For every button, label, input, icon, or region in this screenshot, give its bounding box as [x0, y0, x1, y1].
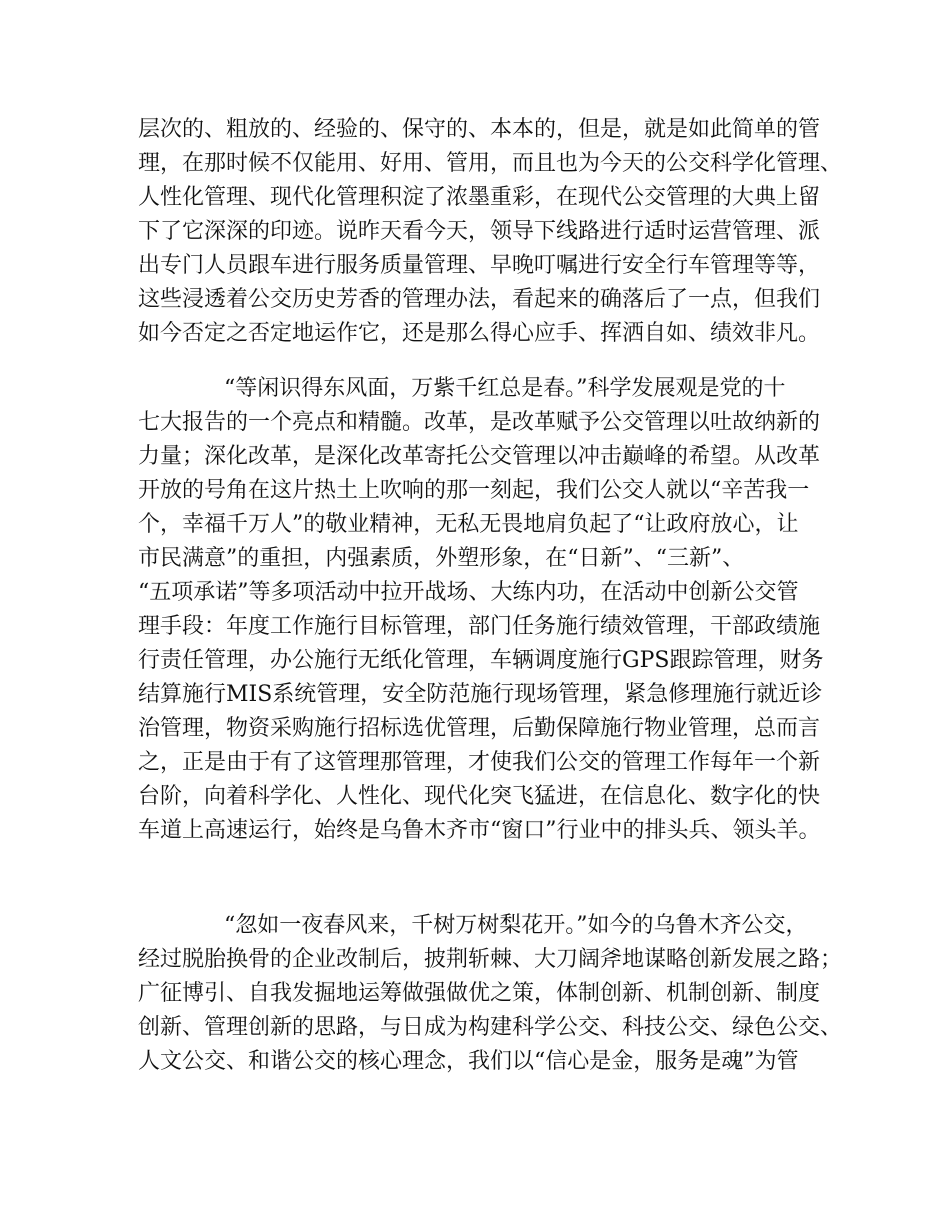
text-line: 行责任管理，办公施行无纸化管理，车辆调度施行GPS跟踪管理，财务	[138, 648, 824, 673]
text-line: 出专门人员跟车进行服务质量管理、早晚叮嘱进行安全行车管理等等，	[138, 253, 821, 278]
text-line: “忽如一夜春风来，千树万树梨花开。”如今的乌鲁木齐公交，	[224, 913, 808, 938]
paragraph-3	[138, 909, 843, 1079]
text-line: 人性化管理、现代化管理积淀了浓墨重彩，在现代公交管理的大典上留	[138, 185, 821, 210]
text-line: “等闲识得东风面，万紫千红总是春。”科学发展观是党的十	[224, 376, 786, 401]
text-line: 人文公交、和谐公交的核心理念，我们以“信心是金，服务是魂”为管	[138, 1049, 799, 1074]
text-line: 治管理，物资采购施行招标选优管理，后勤保障施行物业管理，总而言	[138, 716, 821, 741]
text-line: 下了它深深的印迹。说昨天看今天，领导下线路进行适时运营管理、派	[138, 219, 821, 244]
text-line: 个，幸福千万人”的敬业精神，无私无畏地肩负起了“让政府放心，让	[138, 512, 799, 537]
text-line: 开放的号角在这片热土上吹响的那一刻起，我们公交人就以“辛苦我一	[138, 478, 810, 503]
text-line: “五项承诺”等多项活动中拉开战场、大练内功，在活动中创新公交管	[138, 580, 799, 605]
text-line: 台阶，向着科学化、人性化、现代化突飞猛进，在信息化、数字化的快	[138, 784, 821, 809]
text-line: 层次的、粗放的、经验的、保守的、本本的，但是，就是如此简单的管	[138, 117, 821, 142]
text-line: 理，在那时候不仅能用、好用、管用，而且也为今天的公交科学化管理、	[138, 151, 843, 176]
text-line: 创新、管理创新的思路，与日成为构建科学公交、科技公交、绿色公交、	[138, 1015, 843, 1040]
text-line: 广征博引、自我发掘地运筹做强做优之策，体制创新、机制创新、制度	[138, 981, 821, 1006]
text-line: 结算施行MIS系统管理，安全防范施行现场管理，紧急修理施行就近诊	[138, 682, 823, 707]
text-line: 七大报告的一个亮点和精髓。改革，是改革赋予公交管理以吐故纳新的	[138, 410, 821, 435]
text-line: 这些浸透着公交历史芳香的管理办法，看起来的确落后了一点，但我们	[138, 287, 821, 312]
text-line: 力量；深化改革，是深化改革寄托公交管理以冲击巅峰的希望。从改革	[138, 444, 821, 469]
text-line: 如今否定之否定地运作它，还是那么得心应手、挥洒自如、绩效非凡。	[138, 321, 821, 346]
paragraph-2	[138, 372, 828, 848]
paragraph-1	[138, 113, 843, 351]
text-line: 之，正是由于有了这管理那管理，才使我们公交的管理工作每年一个新	[138, 750, 821, 775]
text-line: 市民满意”的重担，内强素质，外塑形象，在“日新”、“三新”、	[138, 546, 745, 571]
text-line: 理手段：年度工作施行目标管理，部门任务施行绩效管理，干部政绩施	[138, 614, 821, 639]
text-line: 车道上高速运行，始终是乌鲁木齐市“窗口”行业中的排头兵、领头羊。	[138, 818, 821, 843]
text-line: 经过脱胎换骨的企业改制后，披荆斩棘、大刀阔斧地谋略创新发展之路；	[138, 947, 843, 972]
